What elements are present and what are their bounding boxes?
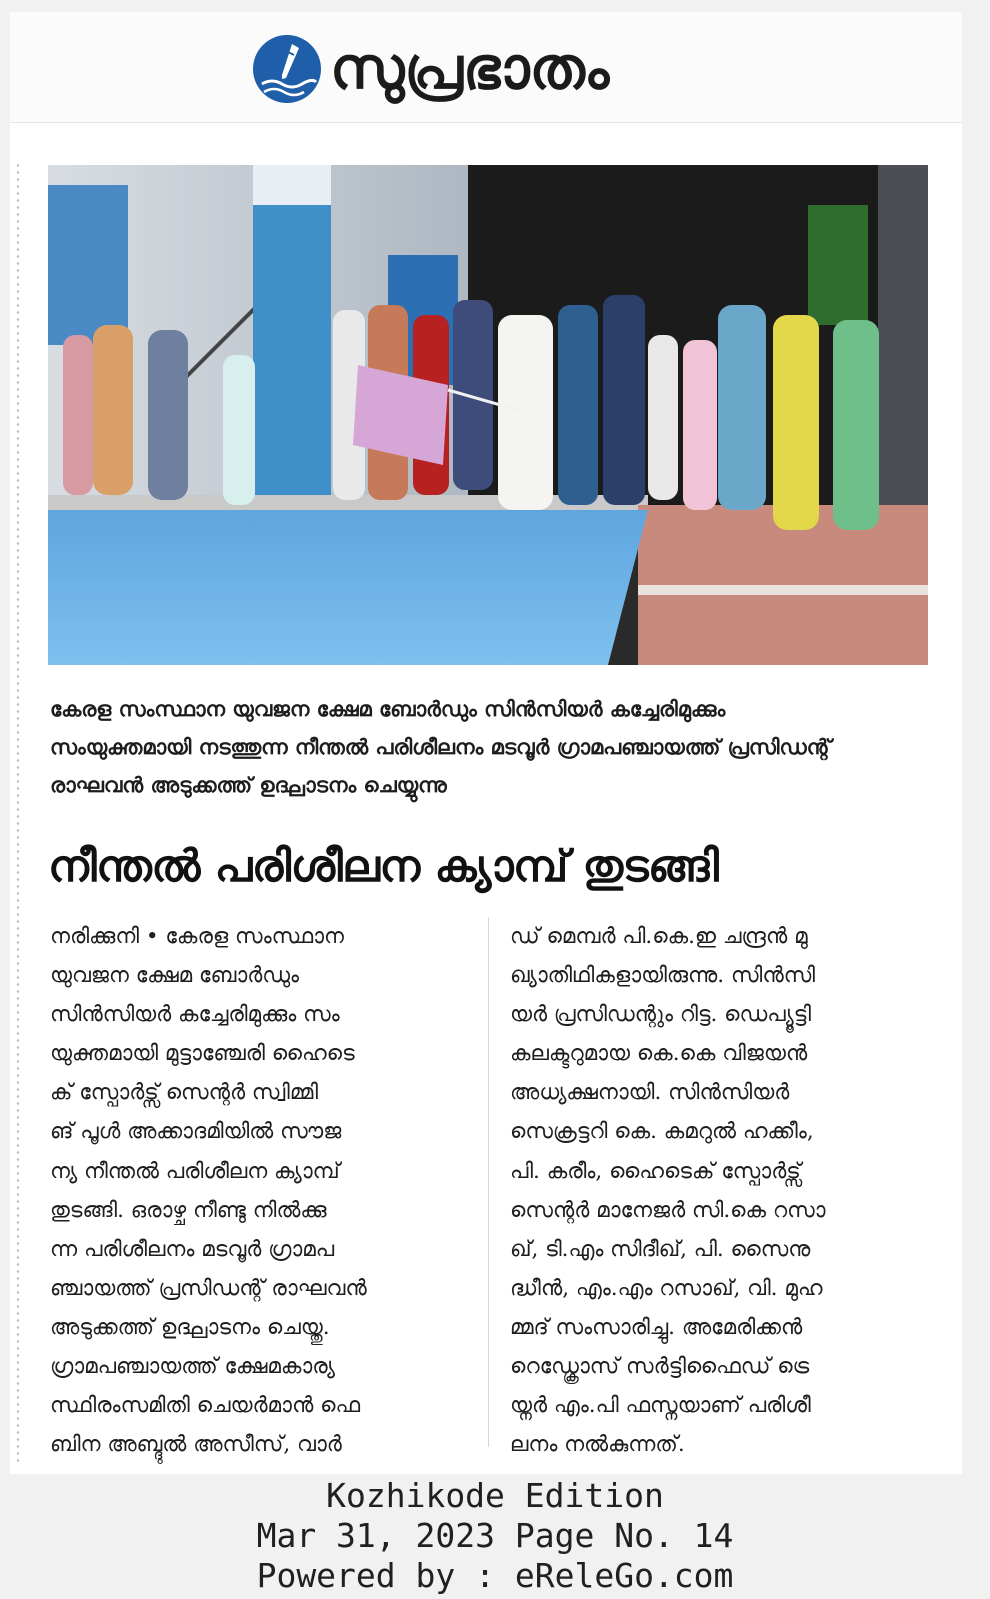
- article-line: പി. കരീം, ഹൈടെക് സ്പോർട്സ്: [510, 1158, 801, 1184]
- article-line: ക് സ്പോർട്സ് സെന്റർ സ്വിമ്മി: [50, 1080, 319, 1106]
- edition-date-page: Mar 31, 2023 Page No. 14: [256, 1516, 734, 1555]
- article-line: ഗ്രാമപഞ്ചായത്ത് ക്ഷേമകാര്യ: [50, 1354, 335, 1380]
- article-line: തുടങ്ങി. ഒരാഴ്ച നീണ്ടു നിൽക്കു: [50, 1197, 327, 1223]
- article-line: ഡ് മെമ്പർ പി.കെ.ഇ ചന്ദ്രൻ മു: [510, 924, 808, 949]
- powered-by-credit: Powered by : eReleGo.com: [256, 1556, 734, 1595]
- article-line: യുവജന ക്ഷേമ ബോർഡും: [50, 963, 300, 989]
- article-line: അധ്യക്ഷനായി. സിൻസിയർ: [510, 1080, 790, 1106]
- caption-line: കേരള സംസ്ഥാന യുവജന ക്ഷേമ ബോർഡും സിൻസിയർ കച്ചേരിമുക്കും: [50, 697, 726, 721]
- pen-nib-logo-icon: [252, 34, 322, 104]
- article-line: ങ് പൂൾ അക്കാദമിയിൽ സൗജ: [50, 1119, 342, 1145]
- news-photo: [48, 165, 928, 665]
- caption-line: രാഘവൻ അടുക്കത്ത് ഉദ്ഘാടനം ചെയ്യുന്നു: [50, 773, 447, 797]
- dotted-margin-divider: [16, 162, 20, 1462]
- edition-name: Kozhikode Edition: [326, 1476, 664, 1515]
- column-divider: [488, 917, 489, 1447]
- article-headline: നീന്തൽ പരിശീലന ക്യാമ്പ് തുടങ്ങി: [48, 841, 719, 892]
- article-line: സ്ഥിരംസമിതി ചെയർമാൻ ഫെ: [50, 1393, 361, 1419]
- article-line: ഞ്ചായത്ത് പ്രസിഡന്റ് രാഘവൻ: [50, 1275, 367, 1301]
- article-line: കലക്ടറുമായ കെ.കെ വിജയൻ: [510, 1041, 808, 1067]
- article-line: സിൻസിയർ കച്ചേരിമുക്കും സം: [50, 1002, 340, 1028]
- article-line: ലനം നൽകുന്നത്.: [510, 1432, 685, 1458]
- newspaper-clipping: [10, 12, 962, 1474]
- photo-caption: [50, 690, 930, 804]
- article-line: ബിന അബ്ദുൽ അസീസ്, വാർ: [50, 1432, 342, 1458]
- article-line: റെഡ്ക്രോസ് സർട്ടിഫൈഡ് ട്രെ: [510, 1354, 810, 1380]
- article-column-right: [510, 917, 928, 1464]
- article-line: യുക്തമായി മുട്ടാഞ്ചേരി ഹൈടെ: [50, 1041, 355, 1067]
- article-line: സെക്രട്ടറി കെ. കമറുൽ ഹക്കീം,: [510, 1119, 814, 1145]
- article-line: നരിക്കുനി • കേരള സംസ്ഥാന: [50, 924, 344, 949]
- article-line: അടുക്കത്ത് ഉദ്ഘാടനം ചെയ്തു.: [50, 1314, 330, 1340]
- article-line: ഖ്, ടി.എം സിദീഖ്, പി. സൈനു: [510, 1236, 811, 1262]
- article-line: യ്നർ എം.പി ഫസ്നയാണ് പരിശീ: [510, 1393, 811, 1419]
- paper-name: സുപ്രഭാതം: [330, 34, 610, 102]
- article-line: ന്ന പരിശീലനം മടവൂർ ഗ്രാമപ: [50, 1236, 335, 1262]
- article-column-left: [50, 917, 468, 1464]
- article-line: ഖ്യാതിഥികളായിരുന്നു. സിൻസി: [510, 963, 816, 989]
- edition-footer: [0, 1476, 990, 1596]
- masthead: [10, 12, 962, 123]
- pool-group-photo-image: [48, 165, 928, 665]
- article-line: സെന്റർ മാനേജർ സി.കെ റസാ: [510, 1197, 826, 1223]
- article-line: മ്മദ് സംസാരിച്ചു. അമേരിക്കൻ: [510, 1314, 803, 1340]
- caption-line: സംയുക്തമായി നടത്തുന്ന നീന്തൽ പരിശീലനം മടവൂർ ഗ്രാമപഞ്ചായത്ത് പ്രസിഡന്റ്: [50, 735, 832, 759]
- article-line: ന്യ നീന്തൽ പരിശീലന ക്യാമ്പ്: [50, 1158, 340, 1184]
- article-line: ദ്ധീൻ, എം.എം റസാഖ്, വി. മുഹ: [510, 1275, 823, 1301]
- article-line: യർ പ്രസിഡന്റും റിട്ട. ഡെപ്യൂട്ടി: [510, 1002, 812, 1028]
